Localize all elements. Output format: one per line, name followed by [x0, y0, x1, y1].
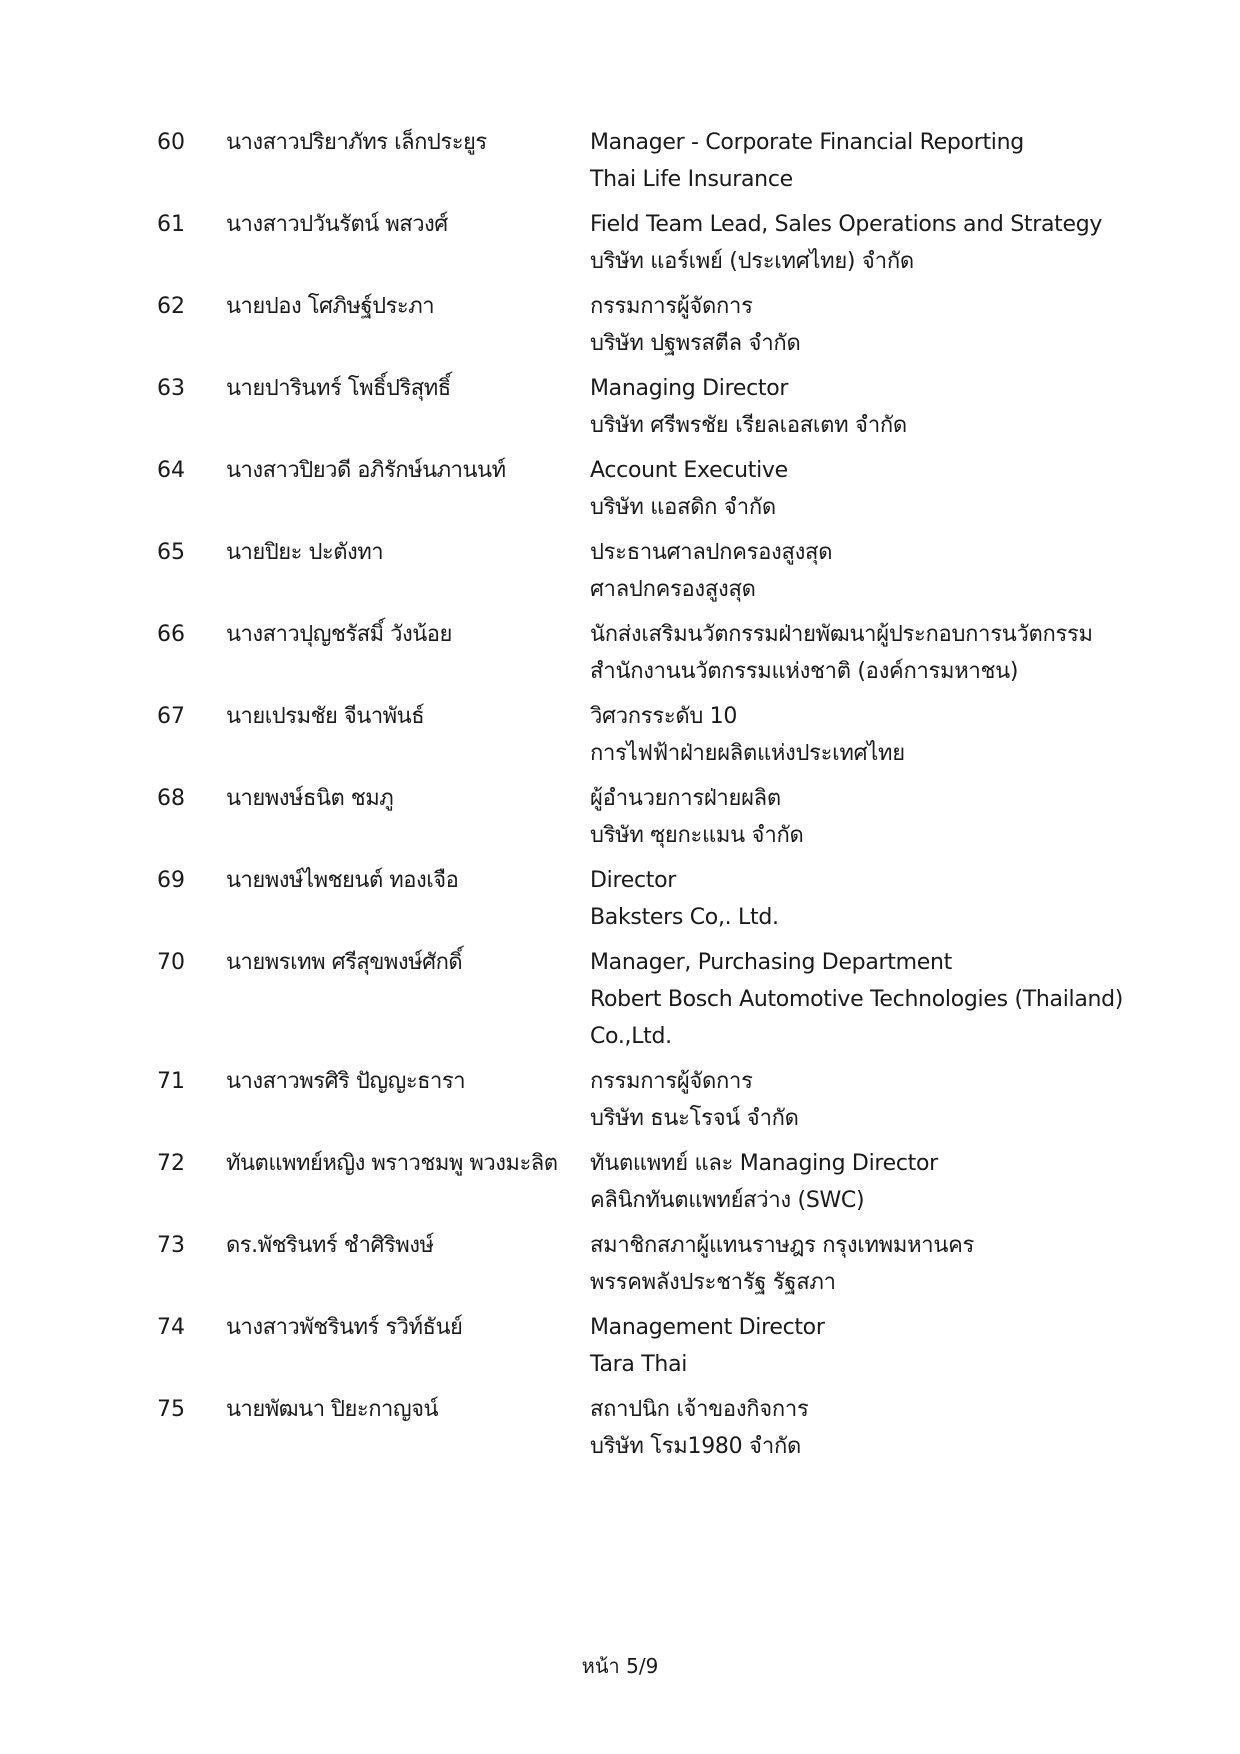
entry-title-line: Manager, Purchasing Department — [590, 950, 952, 975]
entry-number: 70 — [157, 950, 185, 975]
list-item — [0, 698, 1240, 772]
entry-name: นายปารินทร์ โพธิ์ปริสุทธิ์ — [226, 376, 451, 401]
entry-position — [590, 1063, 1110, 1137]
entry-number: 62 — [157, 294, 185, 319]
entry-organization-line: บริษัท แอสดิก จำกัด — [590, 495, 776, 520]
entry-title-line: สมาชิกสภาผู้แทนราษฎร กรุงเทพมหานคร — [590, 1233, 975, 1258]
entry-title-line: Account Executive — [590, 458, 788, 483]
entry-organization-line: บริษัท ซุยกะแมน จำกัด — [590, 823, 804, 848]
list-item — [0, 288, 1240, 362]
entry-title-line: Manager - Corporate Financial Reporting — [590, 130, 1024, 155]
list-item — [0, 862, 1240, 936]
list-item — [0, 1145, 1240, 1219]
entry-name: นางสาวปวันรัตน์ พสวงศ์ — [226, 212, 448, 237]
entry-position — [590, 452, 1110, 526]
entry-organization-line: บริษัท ธนะโรจน์ จำกัด — [590, 1106, 799, 1131]
entry-position — [590, 370, 1110, 444]
entry-organization-line: บริษัท ปฐพรสตีล จำกัด — [590, 331, 801, 356]
entry-name: นางสาวพัชรินทร์ รวิท์ธันย์ — [226, 1315, 463, 1340]
entry-title-line: ผู้อำนวยการฝ่ายผลิต — [590, 786, 781, 811]
entry-organization-line: Thai Life Insurance — [590, 167, 793, 192]
entry-number: 68 — [157, 786, 185, 811]
entry-number: 64 — [157, 458, 185, 483]
entry-number: 60 — [157, 130, 185, 155]
entry-number: 73 — [157, 1233, 185, 1258]
list-item — [0, 452, 1240, 526]
list-item — [0, 944, 1240, 1055]
entry-number: 67 — [157, 704, 185, 729]
entry-organization-line: ศาลปกครองสูงสุด — [590, 577, 756, 602]
entry-number: 65 — [157, 540, 185, 565]
list-item — [0, 1063, 1240, 1137]
entry-position — [590, 698, 1110, 772]
entry-name: นางสาวปิยวดี อภิรักษ์นภานนท์ — [226, 458, 506, 483]
entry-position — [590, 1227, 1110, 1301]
entry-title-line: ทันตแพทย์ และ Managing Director — [590, 1151, 938, 1176]
list-item — [0, 206, 1240, 280]
page-number: หน้า 5/9 — [581, 1654, 659, 1678]
entry-name: นายปิยะ ปะตังทา — [226, 540, 384, 565]
entry-name: นายพัฒนา ปิยะกาญจน์ — [226, 1397, 439, 1422]
entry-number: 66 — [157, 622, 185, 647]
entry-position — [590, 1391, 1110, 1465]
entry-organization-line: คลินิกทันตแพทย์สว่าง (SWC) — [590, 1188, 865, 1213]
entry-name: นายพงษ์ธนิต ชมภู — [226, 786, 394, 811]
entry-position — [590, 288, 1110, 362]
entry-organization-line: บริษัท ศรีพรชัย เรียลเอสเตท จำกัด — [590, 413, 907, 438]
entry-organization-line: Co.,Ltd. — [590, 1024, 672, 1049]
list-item — [0, 616, 1240, 690]
entry-list — [0, 124, 1240, 1473]
entry-number: 61 — [157, 212, 185, 237]
entry-number: 72 — [157, 1151, 185, 1176]
entry-title-line: Managing Director — [590, 376, 789, 401]
entry-organization-line: Baksters Co,. Ltd. — [590, 905, 779, 930]
entry-title-line: Management Director — [590, 1315, 825, 1340]
entry-organization-line: Tara Thai — [590, 1352, 688, 1377]
list-item — [0, 1309, 1240, 1383]
entry-position — [590, 1145, 1110, 1219]
entry-position — [590, 1309, 1110, 1383]
entry-organization-line: สำนักงานนวัตกรรมแห่งชาติ (องค์การมหาชน) — [590, 659, 1019, 684]
entry-organization-line: บริษัท แอร์เพย์ (ประเทศไทย) จำกัด — [590, 249, 914, 274]
entry-organization-line: บริษัท โรม1980 จำกัด — [590, 1434, 801, 1459]
entry-position — [590, 534, 1110, 608]
entry-organization-line: พรรคพลังประชารัฐ รัฐสภา — [590, 1270, 836, 1295]
entry-title-line: นักส่งเสริมนวัตกรรมฝ่ายพัฒนาผู้ประกอบการนวัตกรรม — [590, 622, 1093, 647]
list-item — [0, 1227, 1240, 1301]
entry-name: นายพงษ์ไพชยนต์ ทองเจือ — [226, 868, 459, 893]
entry-name: ดร.พัชรินทร์ ชำศิริพงษ์ — [226, 1233, 434, 1258]
entry-number: 69 — [157, 868, 185, 893]
entry-name: นายปอง โศภิษฐ์ประภา — [226, 294, 435, 319]
entry-position — [590, 944, 1124, 1055]
entry-position — [590, 780, 1110, 854]
entry-organization-line: การไฟฟ้าฝ่ายผลิตแห่งประเทศไทย — [590, 741, 905, 766]
entry-title-line: สถาปนิก เจ้าของกิจการ — [590, 1397, 809, 1422]
entry-title-line: กรรมการผู้จัดการ — [590, 294, 753, 319]
list-item — [0, 370, 1240, 444]
entry-organization-line: Robert Bosch Automotive Technologies (Thailand) — [590, 987, 1124, 1012]
entry-number: 63 — [157, 376, 185, 401]
entry-name: ทันตแพทย์หญิง พราวชมพู พวงมะลิต — [226, 1151, 558, 1176]
entry-number: 75 — [157, 1397, 185, 1422]
entry-title-line: วิศวกรระดับ 10 — [590, 704, 738, 729]
list-item — [0, 124, 1240, 198]
entry-name: นายพรเทพ ศรีสุขพงษ์ศักดิ์ — [226, 950, 463, 975]
entry-title-line: กรรมการผู้จัดการ — [590, 1069, 753, 1094]
entry-position — [590, 616, 1110, 690]
entry-name: นางสาวปริยาภัทร เล็กประยูร — [226, 130, 487, 155]
entry-title-line: ประธานศาลปกครองสูงสุด — [590, 540, 833, 565]
entry-name: นายเปรมชัย จีนาพันธ์ — [226, 704, 425, 729]
entry-number: 71 — [157, 1069, 185, 1094]
entry-position — [590, 862, 1110, 936]
entry-name: นางสาวปุญชรัสมิ์ วังน้อย — [226, 622, 452, 647]
entry-title-line: Field Team Lead, Sales Operations and Strategy — [590, 212, 1103, 237]
entry-number: 74 — [157, 1315, 185, 1340]
entry-title-line: Director — [590, 868, 676, 893]
entry-name: นางสาวพรศิริ ปัญญะธารา — [226, 1069, 466, 1094]
list-item — [0, 1391, 1240, 1465]
entry-position — [590, 124, 1110, 198]
list-item — [0, 534, 1240, 608]
entry-position — [590, 206, 1110, 280]
list-item — [0, 780, 1240, 854]
